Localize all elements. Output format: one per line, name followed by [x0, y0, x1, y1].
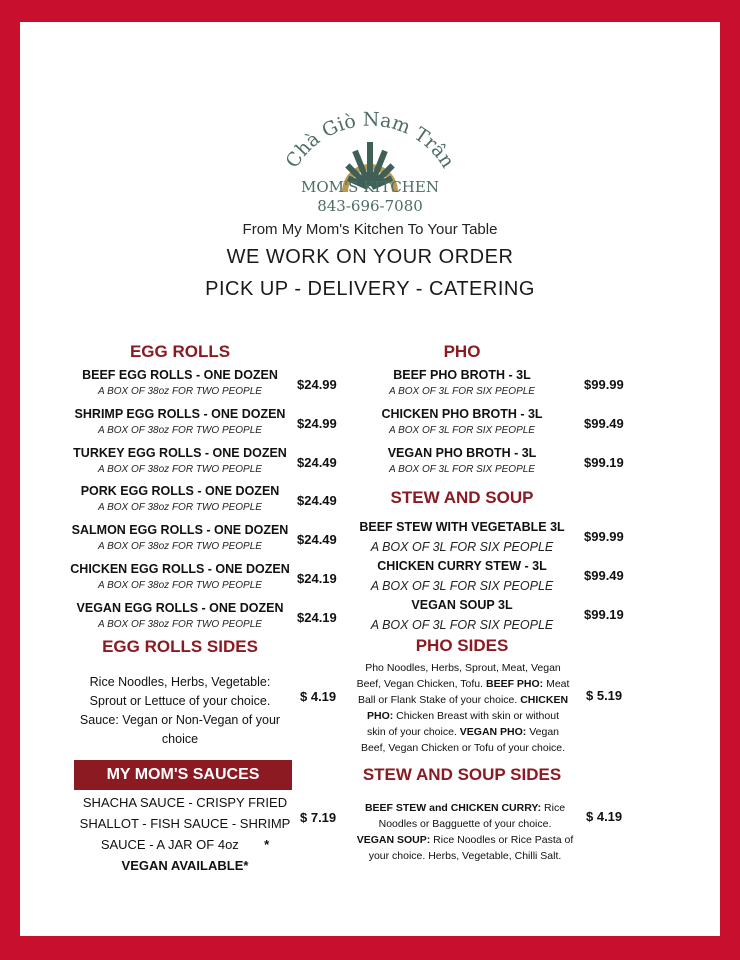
egg-rolls-sides-desc: Rice Noodles, Herbs, Vegetable: Sprout or Lettuce of your choice. Sauce: Vegan or Non-Vegan of your choice	[79, 675, 281, 746]
pho-item-price: $99.19	[584, 454, 624, 470]
stew-item-name: VEGAN SOUP 3L	[411, 597, 513, 612]
order-line: WE WORK ON YOUR ORDER	[226, 246, 514, 268]
sauces-desc: SHACHA SAUCE - CRISPY FRIED SHALLOT - FISH SAUCE - SHRIMP SAUCE - A JAR OF 4oz * VEGAN AVAILABLE*	[79, 795, 291, 873]
tagline: From My Mom's Kitchen To Your Table	[242, 221, 498, 238]
pho-item-desc: A BOX OF 3L FOR SIX PEOPLE	[389, 424, 535, 436]
egg-roll-item-name: SHRIMP EGG ROLLS - ONE DOZEN	[74, 406, 286, 421]
pho-item-desc: A BOX OF 3L FOR SIX PEOPLE	[389, 463, 535, 475]
phone-number: 843-696-7080	[317, 197, 423, 215]
pho-item-desc: A BOX OF 3L FOR SIX PEOPLE	[389, 386, 535, 397]
stew-item-price: $99.99	[584, 529, 624, 544]
egg-roll-item-desc: A BOX OF 38oz FOR TWO PEOPLE	[98, 502, 262, 514]
egg-roll-item-desc: A BOX OF 38oz FOR TWO PEOPLE	[98, 424, 262, 436]
egg-roll-item-desc: A BOX OF 38oz FOR TWO PEOPLE	[98, 541, 262, 553]
egg-roll-item-price: $24.99	[297, 377, 337, 392]
egg-rolls-sides-title: EGG ROLLS SIDES	[102, 637, 258, 656]
egg-roll-item-price: $24.49	[297, 493, 337, 509]
stew-item-price: $99.49	[584, 567, 624, 583]
stew-title: STEW AND SOUP	[390, 488, 534, 507]
pho-item-name: BEEF PHO BROTH - 3L	[393, 368, 531, 382]
pho-sides-desc: Pho Noodles, Herbs, Sprout, Meat, Vegan Beef, Vegan Chicken, Tofu. BEEF PHO: Meat Ball or Flank Stake of your choice. CHICKEN PHO: Chicken Breast with skin or without skin of your choice. VEGAN PHO: Vegan Beef, Vegan Chicken or Tofu of your choice.	[356, 662, 570, 754]
pho-sides-title: PHO SIDES	[415, 636, 509, 655]
stew-item-price: $99.19	[584, 606, 624, 622]
egg-roll-item-price: $24.49	[297, 532, 337, 548]
egg-roll-item-price: $24.99	[297, 415, 337, 431]
pho-sides-price: $ 5.19	[586, 688, 623, 703]
sauces-title: MY MOM'S SAUCES	[74, 760, 292, 790]
stew-sides-title: STEW AND SOUP SIDES	[362, 765, 562, 784]
pho-title: PHO	[443, 342, 481, 361]
egg-roll-item-name: TURKEY EGG ROLLS - ONE DOZEN	[73, 445, 287, 460]
egg-roll-item-desc: A BOX OF 38oz FOR TWO PEOPLE	[98, 580, 262, 591]
pho-item-name: VEGAN PHO BROTH - 3L	[387, 445, 537, 460]
egg-rolls-title: EGG ROLLS	[129, 342, 231, 361]
egg-roll-item-name: BEEF EGG ROLLS - ONE DOZEN	[82, 368, 278, 382]
stew-item-desc: A BOX OF 3L FOR SIX PEOPLE	[370, 578, 554, 593]
egg-roll-item-desc: A BOX OF 38oz FOR TWO PEOPLE	[98, 618, 262, 630]
restaurant-name: Chà Giò Nam Trân	[281, 108, 459, 172]
service-line: PICK UP - DELIVERY - CATERING	[205, 278, 535, 300]
egg-roll-item-desc: A BOX OF 38oz FOR TWO PEOPLE	[98, 386, 262, 397]
stew-item-name: CHICKEN CURRY STEW - 3L	[377, 558, 547, 573]
stew-item-desc: A BOX OF 3L FOR SIX PEOPLE	[370, 540, 554, 554]
pho-item-price: $99.49	[584, 415, 624, 431]
egg-roll-item-price: $24.19	[297, 609, 337, 625]
egg-roll-item-price: $24.19	[297, 571, 337, 586]
egg-roll-item-name: SALMON EGG ROLLS - ONE DOZEN	[71, 523, 289, 538]
pho-item-name: CHICKEN PHO BROTH - 3L	[381, 406, 543, 421]
stew-item-name: BEEF STEW WITH VEGETABLE 3L	[359, 520, 565, 534]
sauces-price: $ 7.19	[300, 810, 337, 825]
stew-sides-price: $ 4.19	[586, 809, 623, 824]
egg-roll-item-name: VEGAN EGG ROLLS - ONE DOZEN	[76, 600, 284, 615]
pho-item-price: $99.99	[584, 377, 624, 392]
egg-roll-item-name: PORK EGG ROLLS - ONE DOZEN	[80, 484, 280, 499]
egg-roll-item-price: $24.49	[297, 454, 337, 470]
egg-roll-item-desc: A BOX OF 38oz FOR TWO PEOPLE	[98, 463, 262, 475]
egg-rolls-sides-price: $ 4.19	[300, 689, 337, 704]
stew-item-desc: A BOX OF 3L FOR SIX PEOPLE	[370, 617, 554, 632]
egg-roll-item-name: CHICKEN EGG ROLLS - ONE DOZEN	[70, 562, 290, 576]
stew-sides-desc: BEEF STEW and CHICKEN CURRY: Rice Noodles or Bagguette of your choice. VEGAN SOUP: Rice Noodles or Rice Pasta of your choice. Herbs, Vegetable, Chilli Salt.	[356, 802, 574, 862]
menu-page	[20, 22, 720, 936]
kitchen-name: MOM'S KITCHEN	[301, 178, 439, 196]
